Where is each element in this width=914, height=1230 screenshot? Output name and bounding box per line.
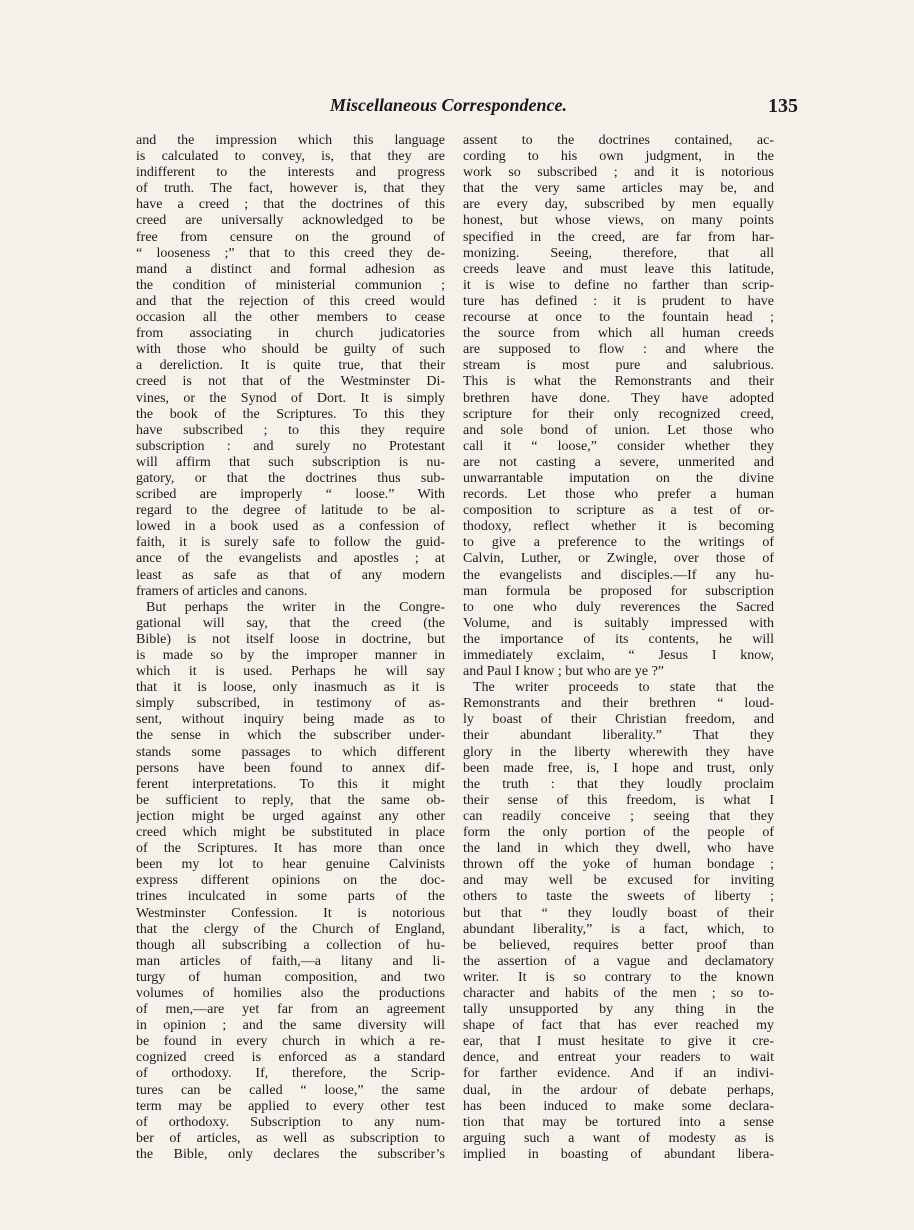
text-line: and sole bond of union. Let those who: [463, 422, 774, 438]
text-line: the condition of ministerial communion ;: [136, 277, 445, 293]
text-line: of the Scriptures. It has more than once: [136, 841, 445, 857]
text-line: thrown off the yoke of human bondage ;: [463, 857, 774, 873]
text-line: indifferent to the interests and progress: [136, 165, 445, 181]
text-line: vines, or the Synod of Dort. It is simply: [136, 390, 445, 406]
text-line: that the very same articles may be, and: [463, 181, 774, 197]
text-line: though all subscribing a collection of hu-: [136, 937, 445, 953]
text-line: scribed are improperly “ loose.” With: [136, 487, 445, 503]
text-line: tion that may be tortured into a sense: [463, 1114, 774, 1130]
text-line: arguing such a want of modesty as is: [463, 1130, 774, 1146]
text-line: the Bible, only declares the subscriber’s: [136, 1146, 445, 1162]
text-line: simply subscribed, in testimony of as-: [136, 696, 445, 712]
text-line: the book of the Scriptures. To this they: [136, 406, 445, 422]
text-line: sent, without inquiry being made as to: [136, 712, 445, 728]
text-line: for farther evidence. And if an indivi-: [463, 1066, 774, 1082]
text-line: gational will say, that the creed (the: [136, 615, 445, 631]
page-number: 135: [768, 95, 798, 117]
text-line: records. Let those who prefer a human: [463, 487, 774, 503]
text-line: immediately exclaim, “ Jesus I know,: [463, 648, 774, 663]
text-line: and Paul I know ; but who are ye ?”: [463, 664, 664, 680]
text-line: others to taste the sweets of liberty ;: [463, 889, 774, 905]
text-line: assent to the doctrines contained, ac-: [463, 133, 774, 148]
text-line: has been induced to make some declara-: [463, 1098, 774, 1114]
text-line: honest, but whose views, on many points: [463, 213, 774, 229]
page-header: [0, 95, 914, 123]
text-line: lowed in a book used as a confession of: [136, 519, 445, 535]
text-line: turgy of human composition, and two: [136, 969, 445, 985]
text-line: The writer proceeds to state that the: [473, 680, 774, 696]
text-line: been my lot to hear genuine Calvinists: [136, 857, 445, 873]
text-line: cording to his own judgment, in the: [463, 149, 774, 165]
text-line: the sense in which the subscriber under-: [136, 728, 445, 744]
text-line: persons have been found to annex dif-: [136, 760, 445, 776]
text-line: have a creed ; that the doctrines of this: [136, 197, 445, 213]
text-line: the source from which all human creeds: [463, 326, 774, 342]
text-line: thodoxy, reflect whether it is becoming: [463, 519, 774, 535]
text-line: unwarrantable imputation on the divine: [463, 470, 774, 486]
text-line: the assertion of a vague and declamatory: [463, 953, 774, 969]
text-line: be found in every church in which a re-: [136, 1034, 445, 1050]
text-line: ance of the evangelists and apostles ; at: [136, 551, 445, 567]
text-line: a dereliction. It is quite true, that their: [136, 358, 445, 374]
text-line: framers of articles and canons.: [136, 583, 308, 599]
text-line: recourse at once to the fountain head ;: [463, 310, 774, 326]
text-line: free from censure on the ground of: [136, 229, 445, 245]
text-line: ly boast of their Christian freedom, and: [463, 712, 774, 728]
text-line: creed are universally acknowledged to be: [136, 213, 445, 229]
text-line: their sense of this freedom, is what I: [463, 792, 774, 808]
text-line: be believed, requires better proof than: [463, 937, 774, 953]
text-line: to give a preference to the writings of: [463, 535, 774, 551]
running-title: Miscellaneous Correspondence.: [330, 95, 568, 115]
text-line: work so subscribed ; and it is notorious: [463, 165, 774, 181]
text-line: faith, it is surely safe to follow the guid-: [136, 535, 445, 551]
text-line: been made free, is, I hope and trust, only: [463, 760, 774, 776]
text-line: creeds leave and must leave this latitude,: [463, 261, 774, 277]
text-line: subscription : and surely no Protestant: [136, 438, 445, 454]
text-line: brethren have done. They have adopted: [463, 390, 774, 406]
text-line: specified in the creed, are far from har-: [463, 229, 774, 245]
text-line: which it is used. Perhaps he will say: [136, 664, 445, 680]
text-line: in opinion ; and the same diversity will: [136, 1018, 445, 1034]
text-line: jection might be urged against any other: [136, 808, 445, 824]
text-line: of orthodoxy. Subscription to any num-: [136, 1114, 445, 1130]
text-line: but that “ they loudly boast of their: [463, 905, 774, 921]
text-line: be sufficient to reply, that the same ob-: [136, 792, 445, 808]
text-line: monizing. Seeing, therefore, that all: [463, 245, 774, 261]
text-line: of orthodoxy. If, therefore, the Scrip-: [136, 1066, 445, 1082]
text-line: “ looseness ;” that to this creed they de-: [136, 245, 445, 261]
text-line: character and habits of the men ; so to-: [463, 985, 774, 1001]
text-line: term may be applied to every other test: [136, 1098, 445, 1114]
text-line: trines inculcated in some parts of the: [136, 889, 445, 905]
text-line: implied in boasting of abundant libera-: [463, 1146, 774, 1162]
text-line: the truth : that they loudly proclaim: [463, 776, 774, 792]
text-line: volumes of homilies also the productions: [136, 985, 445, 1001]
text-line: regard to the degree of latitude to be al-: [136, 503, 445, 519]
text-line: writer. It is so contrary to the known: [463, 969, 774, 985]
text-line: from associating in church judicatories: [136, 326, 445, 342]
text-line: to one who duly reverences the Sacred: [463, 599, 774, 615]
text-line: the land in which they dwell, who have: [463, 841, 774, 857]
text-line: are supposed to flow : and where the: [463, 342, 774, 358]
text-line: composition to scripture as a test of or-: [463, 503, 774, 519]
text-line: abundant liberality,” is a fact, which, to: [463, 921, 774, 937]
left-column: [136, 133, 445, 1163]
text-line: mand a distinct and formal adhesion as: [136, 261, 445, 277]
text-line: the importance of its contents, he will: [463, 631, 774, 647]
text-line: But perhaps the writer in the Congre-: [146, 599, 445, 615]
text-line: Remonstrants and their brethren “ loud-: [463, 696, 774, 712]
text-line: scripture for their only recognized creed,: [463, 406, 774, 422]
text-line: form the only portion of the people of: [463, 825, 774, 841]
text-line: shape of fact that has ever reached my: [463, 1018, 774, 1034]
text-line: is made so by the improper manner in: [136, 648, 445, 663]
text-line: gatory, or that the doctrines thus sub-: [136, 470, 445, 486]
text-line: Bible) is not itself loose in doctrine, but: [136, 631, 445, 647]
text-line: of men,—are yet far from an agreement: [136, 1002, 445, 1018]
text-line: stream is most pure and salubrious.: [463, 358, 774, 374]
text-line: occasion all the other members to cease: [136, 310, 445, 326]
text-line: tures can be called “ loose,” the same: [136, 1082, 445, 1098]
text-line: man articles of faith,—a litany and li-: [136, 953, 445, 969]
text-line: creed which might be substituted in place: [136, 825, 445, 841]
text-line: of truth. The fact, however is, that they: [136, 181, 445, 197]
text-line: Calvin, Luther, or Zwingle, over those of: [463, 551, 774, 567]
text-line: that the clergy of the Church of England,: [136, 921, 445, 937]
text-line: glory in the liberty wherewith they have: [463, 744, 774, 760]
text-line: This is what the Remonstrants and their: [463, 374, 774, 390]
text-line: Westminster Confession. It is notorious: [136, 905, 445, 921]
text-line: can readily conceive ; seeing that they: [463, 808, 774, 824]
text-line: Volume, and is suitably impressed with: [463, 615, 774, 631]
text-line: the evangelists and disciples.—If any hu-: [463, 567, 774, 583]
text-line: with those who should be guilty of such: [136, 342, 445, 358]
text-line: will affirm that such subscription is nu-: [136, 454, 445, 470]
text-line: and may well be excused for inviting: [463, 873, 774, 889]
text-line: it is wise to define no farther than scrip-: [463, 277, 774, 293]
text-line: is calculated to convey, is, that they are: [136, 149, 445, 165]
text-line: creed is not that of the Westminster Di-: [136, 374, 445, 390]
text-line: ber of articles, as well as subscription to: [136, 1130, 445, 1146]
text-line: and that the rejection of this creed would: [136, 293, 445, 309]
text-line: cognized creed is enforced as a standard: [136, 1050, 445, 1066]
text-line: and the impression which this language: [136, 133, 445, 148]
text-line: ferent interpretations. To this it might: [136, 776, 445, 792]
text-line: dual, in the ardour of debate perhaps,: [463, 1082, 774, 1098]
text-line: man formula be proposed for subscription: [463, 583, 774, 599]
text-line: are every day, subscribed by men equally: [463, 197, 774, 213]
text-line: stands some passages to which different: [136, 744, 445, 760]
text-line: are not casting a severe, unmerited and: [463, 454, 774, 470]
text-line: call it “ loose,” consider whether they: [463, 438, 774, 454]
text-line: express different opinions on the doc-: [136, 873, 445, 889]
text-line: have subscribed ; to this they require: [136, 422, 445, 438]
text-line: dence, and entreat your readers to wait: [463, 1050, 774, 1066]
text-line: tally unsupported by any thing in the: [463, 1002, 774, 1018]
text-line: ture has defined : it is prudent to have: [463, 293, 774, 309]
text-line: ear, that I must hesitate to give it cre-: [463, 1034, 774, 1050]
text-line: least as safe as that of any modern: [136, 567, 445, 583]
right-column: [463, 133, 774, 1163]
text-line: their abundant liberality.” That they: [463, 728, 774, 744]
text-line: that it is loose, only inasmuch as it is: [136, 680, 445, 696]
